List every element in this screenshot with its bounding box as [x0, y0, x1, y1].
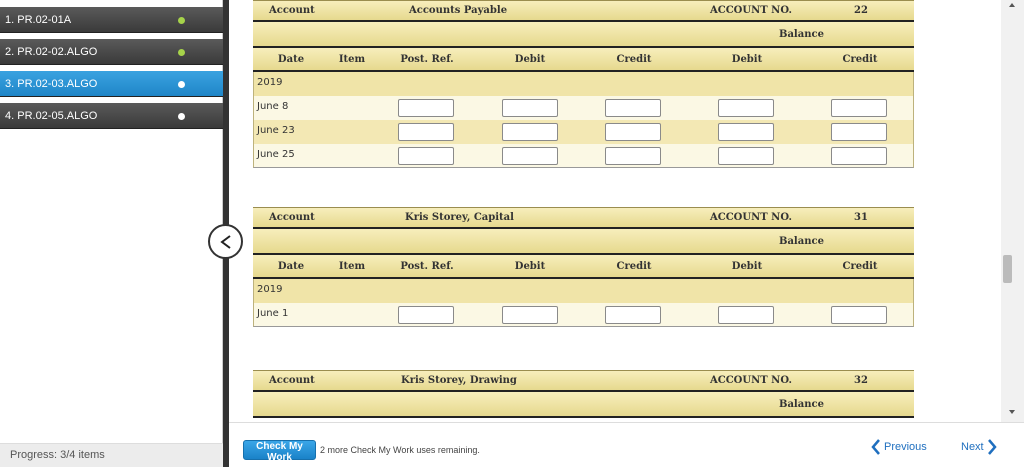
- sidebar-item-pr-02-03-algo[interactable]: [0, 71, 223, 97]
- footer-bar: [229, 422, 1024, 467]
- col-date: Date: [277, 54, 305, 65]
- credit-input[interactable]: [605, 123, 661, 141]
- credit-input[interactable]: [605, 147, 661, 165]
- col-credit: Credit: [616, 54, 652, 65]
- sidebar: [0, 0, 223, 467]
- sidebar-item-label: 3. PR.02-03.ALGO: [5, 78, 98, 90]
- col-credit: Credit: [616, 261, 652, 272]
- account-label: Account: [269, 375, 315, 386]
- scroll-thumb[interactable]: [1003, 255, 1012, 283]
- column-headers: [253, 48, 914, 72]
- main-content: [229, 0, 1001, 422]
- balance-credit-input[interactable]: [831, 99, 887, 117]
- post-ref-input[interactable]: [398, 99, 454, 117]
- balance-header: [253, 22, 914, 48]
- post-ref-input[interactable]: [398, 123, 454, 141]
- credit-input[interactable]: [605, 99, 661, 117]
- status-dot-icon: [178, 17, 185, 24]
- ledger-header: [253, 370, 914, 392]
- ledger-header: [253, 0, 914, 22]
- col-item: Item: [338, 261, 366, 272]
- balance-label: Balance: [779, 399, 824, 410]
- col-debit: Debit: [514, 54, 546, 65]
- col-item: Item: [338, 54, 366, 65]
- sidebar-item-pr-02-01a[interactable]: [0, 7, 223, 33]
- balance-header: [253, 392, 914, 418]
- balance-debit-input[interactable]: [718, 306, 774, 324]
- progress-status: Progress: 3/4 items: [0, 443, 223, 467]
- balance-header: [253, 229, 914, 255]
- ledger-header: [253, 207, 914, 229]
- sidebar-item-label: 1. PR.02-01A: [5, 14, 72, 26]
- account-no-label: ACCOUNT NO.: [710, 5, 792, 16]
- balance-label: Balance: [779, 29, 824, 40]
- row-date: June 8: [257, 101, 289, 112]
- row-date: June 25: [257, 149, 295, 160]
- account-number: 22: [854, 5, 868, 16]
- col-date: Date: [277, 261, 305, 272]
- chevron-right-icon: [987, 438, 997, 456]
- debit-input[interactable]: [502, 147, 558, 165]
- previous-button[interactable]: [871, 438, 927, 456]
- next-button[interactable]: [961, 438, 997, 456]
- scroll-up-arrow-icon[interactable]: [1009, 3, 1015, 7]
- table-row: [253, 120, 914, 144]
- col-balance-debit: Debit: [731, 261, 763, 272]
- col-balance-credit: Credit: [842, 261, 878, 272]
- year-label: 2019: [257, 77, 283, 88]
- remaining-attempts-text: 2 more Check My Work uses remaining.: [320, 445, 480, 455]
- status-dot-icon: [178, 49, 185, 56]
- status-dot-icon: [178, 113, 185, 120]
- row-date: June 23: [257, 125, 295, 136]
- account-name: Accounts Payable: [409, 5, 508, 16]
- account-number: 32: [854, 375, 868, 386]
- status-dot-icon: [178, 81, 185, 88]
- vertical-scrollbar[interactable]: [1001, 0, 1024, 422]
- account-number: 31: [854, 212, 868, 223]
- balance-credit-input[interactable]: [831, 306, 887, 324]
- chevron-left-icon: [871, 438, 881, 456]
- post-ref-input[interactable]: [398, 306, 454, 324]
- table-row: [253, 144, 914, 168]
- year-row: [253, 279, 914, 303]
- ledger-accounts-payable: [253, 0, 914, 168]
- balance-debit-input[interactable]: [718, 147, 774, 165]
- account-no-label: ACCOUNT NO.: [710, 375, 792, 386]
- balance-debit-input[interactable]: [718, 99, 774, 117]
- col-debit: Debit: [514, 261, 546, 272]
- sidebar-item-pr-02-05-algo[interactable]: [0, 103, 223, 129]
- ledger-drawing: [253, 370, 914, 418]
- account-name: Kris Storey, Drawing: [401, 375, 517, 386]
- balance-label: Balance: [779, 236, 824, 247]
- credit-input[interactable]: [605, 306, 661, 324]
- chevron-left-icon: [219, 234, 233, 250]
- debit-input[interactable]: [502, 306, 558, 324]
- account-name: Kris Storey, Capital: [405, 212, 514, 223]
- table-row: [253, 96, 914, 120]
- column-headers: [253, 255, 914, 279]
- previous-label: Previous: [884, 441, 927, 453]
- balance-debit-input[interactable]: [718, 123, 774, 141]
- year-row: [253, 72, 914, 96]
- check-my-work-button[interactable]: Check My Work: [243, 440, 316, 460]
- account-label: Account: [269, 5, 315, 16]
- debit-input[interactable]: [502, 99, 558, 117]
- table-row: [253, 303, 914, 327]
- ledger-capital: [253, 207, 914, 327]
- row-date: June 1: [257, 308, 289, 319]
- balance-credit-input[interactable]: [831, 147, 887, 165]
- sidebar-item-label: 4. PR.02-05.ALGO: [5, 110, 98, 122]
- col-balance-credit: Credit: [842, 54, 878, 65]
- sidebar-item-label: 2. PR.02-02.ALGO: [5, 46, 98, 58]
- balance-credit-input[interactable]: [831, 123, 887, 141]
- debit-input[interactable]: [502, 123, 558, 141]
- account-no-label: ACCOUNT NO.: [710, 212, 792, 223]
- col-post-ref: Post. Ref.: [400, 54, 454, 65]
- col-balance-debit: Debit: [731, 54, 763, 65]
- account-label: Account: [269, 212, 315, 223]
- post-ref-input[interactable]: [398, 147, 454, 165]
- sidebar-item-pr-02-02-algo[interactable]: [0, 39, 223, 65]
- collapse-sidebar-button[interactable]: [208, 224, 243, 259]
- col-post-ref: Post. Ref.: [400, 261, 454, 272]
- year-label: 2019: [257, 284, 283, 295]
- scroll-down-arrow-icon[interactable]: [1009, 410, 1015, 414]
- next-label: Next: [961, 441, 984, 453]
